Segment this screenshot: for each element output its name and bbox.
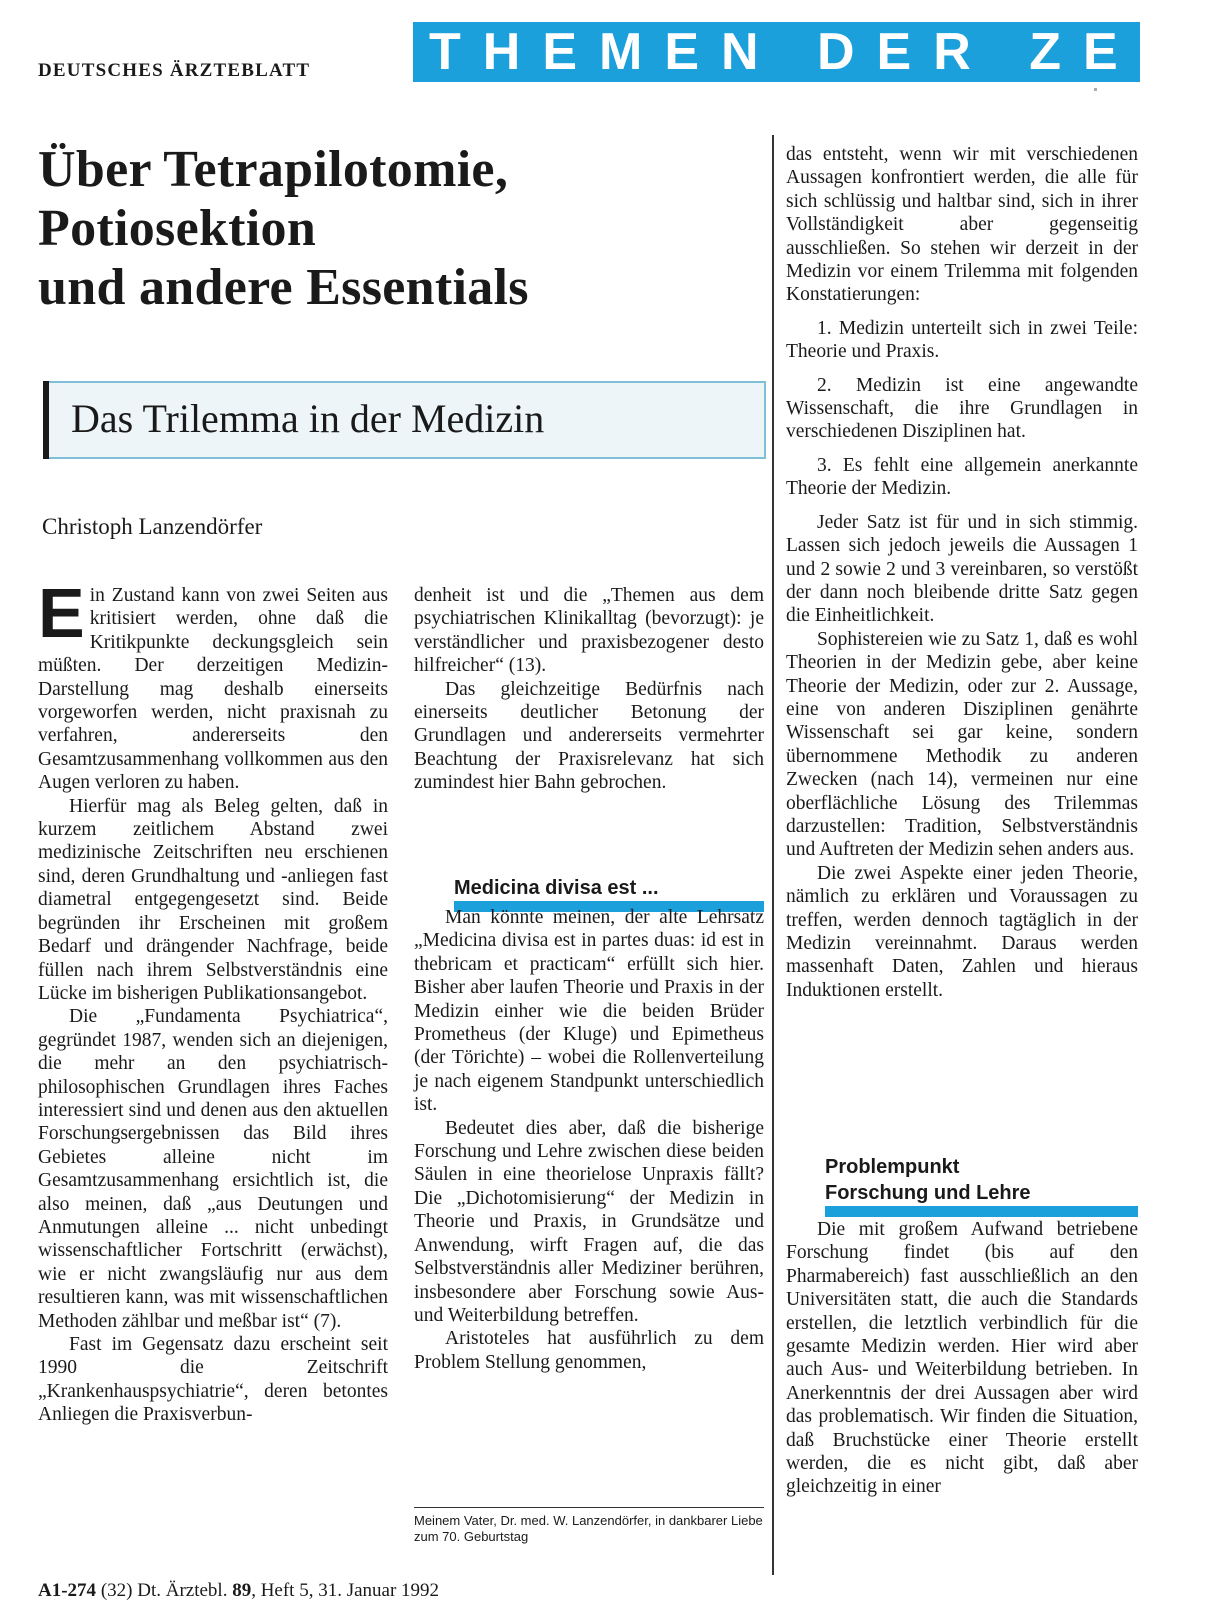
drop-cap: E <box>38 574 85 652</box>
column-divider <box>772 135 774 1575</box>
article-author: Christoph Lanzendörfer <box>42 514 263 539</box>
section-heading-line: Forschung und Lehre <box>825 1182 1031 1204</box>
paragraph: Die zwei Aspekte einer jeden Theorie, nämlich zu erklären und Voraussagen zu treffen, werden dennoch tagtäglich in der Medizin vereinnahmt. Daraus werden massenhaft Daten, Zahlen und hieraus Induktionen erstellt. <box>786 862 1138 1001</box>
footnote: Meinem Vater, Dr. med. W. Lanzendörfer, in dankbarer Liebe zum 70. Geburtstag <box>414 1513 763 1544</box>
footnote-divider <box>414 1507 764 1508</box>
list-item: 3. Es fehlt eine allgemein anerkannte Theorie der Medizin. <box>786 454 1138 500</box>
page-footer <box>38 1580 439 1602</box>
column-3-continued <box>786 1218 1138 1499</box>
paragraph: Aristoteles hat ausführlich zu dem Problem Stellung genommen, <box>414 1328 764 1373</box>
paragraph: Man könnte meinen, der alte Lehrsatz „Medicina divisa est in partes duas: id est in thebricam et practicam“ erfüllt sich hier. Bisher aber laufen Theorie und Praxis in der Medizin einher wie die beiden Brüder Prometheus (der Kluge) und Epimetheus (der Törichte) – wobei die Rollenverteilung je nach eigenem Standpunkt unterschiedlich ist. <box>414 907 764 1116</box>
volume-number: 89 <box>232 1580 252 1601</box>
page-number: A1-274 <box>38 1580 97 1601</box>
section-heading-text: Medicina divisa est ... <box>454 877 659 899</box>
speck-mark <box>1094 88 1097 91</box>
column-3 <box>786 143 1138 1002</box>
subtitle-bar <box>43 381 49 459</box>
paragraph: Das gleichzeitige Bedürfnis nach einerseits deutlicher Betonung der Grundlagen und andererseits vermehrter Beachtung der Praxisrelevanz hat sich zumindest hier Bahn gebrochen. <box>414 678 764 794</box>
article-title: Über Tetrapilotomie, Potiosektion und andere Essentials <box>38 141 529 316</box>
paragraph-text: in Zustand kann von zwei Seiten aus kritisiert werden, ohne daß die Kritikpunkte deckungsgleich sein müßten. Der derzeitigen Medizin-Darstellung mag deshalb einerseits vorgeworfen werden, nicht praxisnah zu verfahren, andererseits den Gesamtzusammenhang vollkommen aus den Augen verloren zu haben. <box>38 585 388 794</box>
citation-suffix: , Heft 5, 31. Januar 1992 <box>251 1580 440 1601</box>
paragraph: Bedeutet dies aber, daß die bisherige Forschung und Lehre zwischen diese beiden Säulen in eine theorielose Unpraxis fällt? Die „Dichotomisierung“ der Medizin in Theorie und Praxis, in Grundsätze und Anwendung, wirft Fragen auf, die das Selbstverständnis aller Mediziner berühren, insbesondere aber Forschung sowie Aus- und Weiterbildung betreffen. <box>414 1117 764 1326</box>
paragraph: Hierfür mag als Beleg gelten, daß in kurzem zeitlichem Abstand zwei medizinische Zeitschriften neu erschienen sind, deren Grundhaltung und -anliegen fast diametral entgegengesetzt sind. Beide begründen ihr Erscheinen mit großem Bedarf und drängender Nachfrage, beide füllen nach ihrem Selbstverständnis eine Lücke im bisherigen Publikationsangebot. <box>38 795 388 1004</box>
paragraph: Die „Fundamenta Psychiatrica“, gegründet 1987, wenden sich an diejenigen, die mehr an den psychiatrisch-philosophischen Grundlagen ihres Faches interessiert sind und denen aus den aktuellen Forschungsergebnissen das Bild ihres Gebietes alleine nicht im Gesamtzusammenhang ersichtlich ist, die also meinen, daß „aus Deutungen und Anmutungen alleine ... nicht unbedingt wissenschaftlicher Fortschritt (erwächst), wie er nicht zwangsläufig nur aus dem resultieren kann, was mit wissenschaftlichen Methoden zählbar und meßbar ist“ (7). <box>38 1006 388 1332</box>
section-banner: THEMEN DER ZEIT <box>413 22 1140 82</box>
paragraph: das entsteht, wenn wir mit verschiedenen Aussagen konfrontiert werden, die alle für sich schlüssig und haltbar sind, sich in ihrer Vollständigkeit aber gegenseitig ausschließen. So stehen wir derzeit in der Medizin vor einem Trilemma mit folgenden Konstatierungen: <box>786 144 1138 306</box>
article-subtitle: Das Trilemma in der Medizin <box>71 396 545 441</box>
paragraph: Fast im Gegensatz dazu erscheint seit 1990 die Zeitschrift „Krankenhauspsychiatrie“, deren betontes Anliegen die Praxisverbun- <box>38 1334 388 1426</box>
subtitle-box <box>43 381 766 459</box>
column-2 <box>414 584 764 795</box>
citation-prefix: (32) Dt. Ärztebl. <box>100 1580 228 1601</box>
paragraph: Sophistereien wie zu Satz 1, daß es wohl Theorien in der Medizin gebe, aber keine Theorie der Medizin, oder zur 2. Aussage, eine von anderen Disziplinen genährte Wissenschaft sei gar keine, sondern übernommene Methodik zu anderen Zwecken (nach 14), vermeinen nur eine oberflächliche Lösung des Trilemmas darzustellen: Tradition, Selbstverständnis und Auftreten der Medizin sehen anders aus. <box>786 628 1138 861</box>
paragraph: Die mit großem Aufwand betriebene Forschung findet (bis auf den Pharmabereich) fast ausschließlich an den Universitäten statt, die auch die Standards erstellen, die letztlich verbindlich für die gesamte Medizin werden. Hier wird aber auch Aus- und Weiterbildung betrieben. In Anerkenntnis der drei Aussagen aber wird das problematisch. Wir finden die Situation, daß Bruchstücke einer Theorie erstellt werden, die es nicht gibt, daß aber gleichzeitig in einer <box>786 1219 1138 1498</box>
column-1 <box>38 574 388 1427</box>
journal-name: DEUTSCHES ÄRZTEBLATT <box>38 60 311 81</box>
column-2-continued <box>414 906 764 1374</box>
heading-underline <box>825 1206 1138 1217</box>
paragraph: denheit ist und die „Themen aus dem psychiatrischen Klinikalltag (bevorzugt): je verständlicher und praxisbezogener desto hilfreicher“ (13). <box>414 585 764 677</box>
section-heading-line: Problempunkt <box>825 1156 960 1178</box>
list-item: 1. Medizin unterteilt sich in zwei Teile: Theorie und Praxis. <box>786 317 1138 363</box>
list-item: 2. Medizin ist eine angewandte Wissenschaft, die ihre Grundlagen in verschiedenen Disziplinen hat. <box>786 374 1138 443</box>
paragraph <box>38 574 388 795</box>
paragraph: Jeder Satz ist für und in sich stimmig. Lassen sich jedoch jeweils die Aussagen 1 und 2 sowie 2 und 3 vereinbaren, so verstößt der dann noch bleibende dritte Satz gegen die Einheitlichkeit. <box>786 511 1138 627</box>
section-heading-problempunkt <box>825 1154 1138 1217</box>
